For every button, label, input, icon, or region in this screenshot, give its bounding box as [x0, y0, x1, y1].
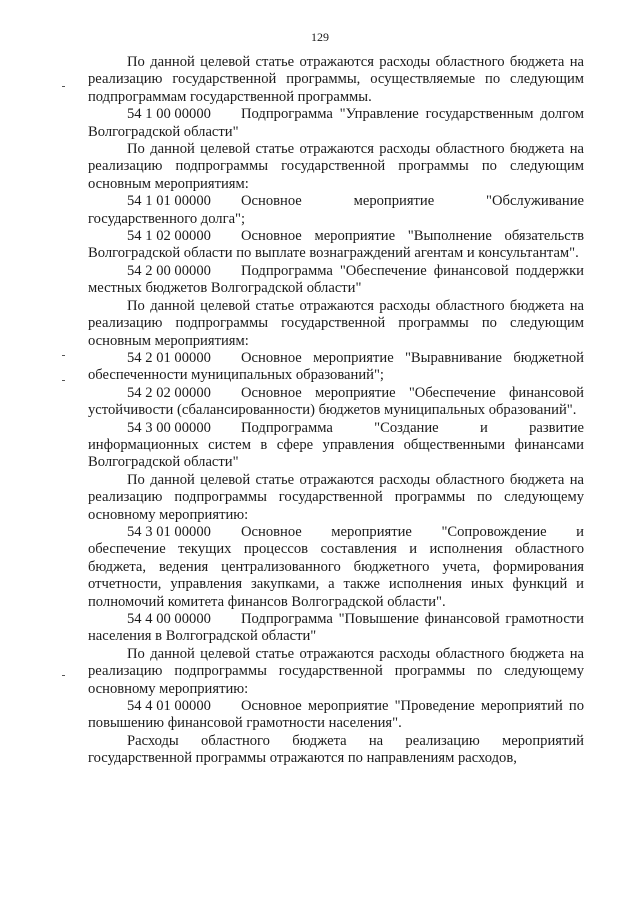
subprogram-entry: 54 3 00 00000 Подпрограмма "Создание и развитие информационных систем в сфере управления общественными финансами Волгоградской области" — [88, 419, 584, 471]
activity-entry: 54 3 01 00000 Основное мероприятие "Сопровождение и обеспечение текущих процессов составления и исполнения областного бюджета, ведения централизованного бюджетного учета, формирования отчетности, управления закупками, а также исполнения иных функций и полномочий комитета финансов Волгоградской области". — [88, 523, 584, 610]
budget-code: 54 1 01 00000 — [127, 193, 211, 210]
activity-entry: 54 2 02 00000 Основное мероприятие "Обеспечение финансовой устойчивости (сбалансированности) бюджетов муниципальных образований". — [88, 384, 584, 419]
body-paragraph: По данной целевой статье отражаются расходы областного бюджета на реализацию подпрограммы государственной программы по следующему основному мероприятию: — [88, 471, 584, 523]
body-paragraph: По данной целевой статье отражаются расходы областного бюджета на реализацию подпрограммы государственной программы по следующим основным мероприятиям: — [88, 297, 584, 349]
activity-entry: 54 1 01 00000 Основное мероприятие "Обслуживание государственного долга"; — [88, 193, 584, 227]
body-paragraph: По данной целевой статье отражаются расходы областного бюджета на реализацию подпрограммы государственной программы по следующему основному мероприятию: — [88, 645, 584, 697]
budget-code: 54 3 01 00000 — [127, 523, 211, 540]
body-paragraph: По данной целевой статье отражаются расходы областного бюджета на реализацию подпрограммы государственной программы по следующим основным мероприятиям: — [88, 141, 584, 192]
body-paragraph: Расходы областного бюджета на реализацию мероприятий государственной программы отражаются по направлениям расходов, — [88, 732, 584, 767]
activity-entry: 54 2 01 00000 Основное мероприятие "Выравнивание бюджетной обеспеченности муниципальных образований"; — [88, 349, 584, 384]
budget-code: 54 2 02 00000 — [127, 384, 211, 401]
margin-mark — [62, 86, 65, 87]
subprogram-entry: 54 4 00 00000 Подпрограмма "Повышение финансовой грамотности населения в Волгоградской области" — [88, 611, 584, 645]
budget-code: 54 4 00 00000 — [127, 611, 211, 627]
margin-mark — [62, 355, 65, 356]
page-number: 129 — [311, 30, 329, 44]
budget-code: 54 2 01 00000 — [127, 349, 211, 366]
body-paragraph: По данной целевой статье отражаются расходы областного бюджета на реализацию государственной программы, осуществляемые по следующим подпрограммам государственной программы. — [88, 54, 584, 105]
margin-mark — [62, 380, 65, 381]
budget-code: 54 1 00 00000 — [127, 106, 211, 123]
subprogram-entry: 54 1 00 00000 Подпрограмма "Управление государственным долгом Волгоградской области" — [88, 106, 584, 140]
budget-code: 54 2 00 00000 — [127, 262, 211, 279]
margin-mark — [62, 675, 65, 676]
budget-code: 54 4 01 00000 — [127, 698, 211, 715]
activity-entry: 54 1 02 00000 Основное мероприятие "Выполнение обязательств Волгоградской области по выплате вознаграждений агентам и консультантам". — [88, 228, 584, 262]
budget-code: 54 1 02 00000 — [127, 228, 211, 245]
activity-entry: 54 4 01 00000 Основное мероприятие "Проведение мероприятий по повышению финансовой грамотности населения". — [88, 698, 584, 732]
subprogram-entry: 54 2 00 00000 Подпрограмма "Обеспечение финансовой поддержки местных бюджетов Волгоградской области" — [88, 262, 584, 297]
budget-code: 54 3 00 00000 — [127, 419, 211, 436]
document-body — [88, 54, 584, 768]
